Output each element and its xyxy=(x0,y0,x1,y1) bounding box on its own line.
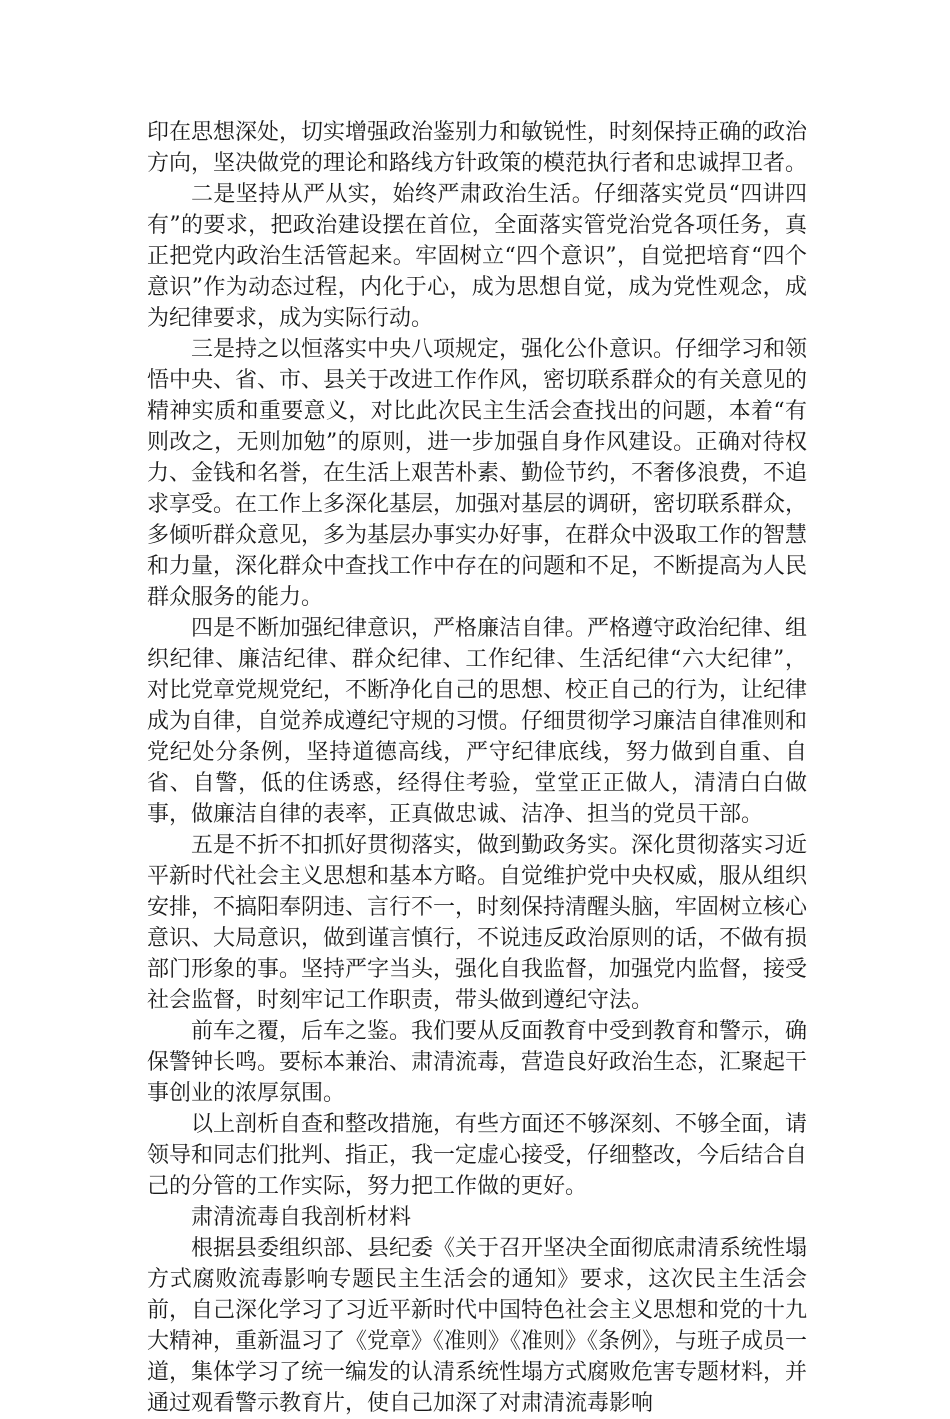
paragraph-point-three: 三是持之以恒落实中央八项规定，强化公仆意识。仔细学习和领悟中央、省、市、县关于改进工作作风，密切联系群众的有关意见的精神实质和重要意义，对比此次民主生活会查找出的问题，本着“有则改之，无则加勉”的原则，进一步加强自身作风建设。正确对待权力、金钱和名誉，在生活上艰苦朴素、勤俭节约，不奢侈浪费，不追求享受。在工作上多深化基层，加强对基层的调研，密切联系群众，多倾听群众意见，多为基层办事实办好事，在群众中汲取工作的智慧和力量，深化群众中查找工作中存在的问题和不足，不断提高为人民群众服务的能力。 xyxy=(147,337,808,610)
document-page xyxy=(147,117,807,1419)
paragraph-point-five: 五是不折不扣抓好贯彻落实，做到勤政务实。深化贯彻落实习近平新时代社会主义思想和基本方略。自觉维护党中央权威，服从组织安排，不搞阳奉阴违、言行不一，时刻保持清醒头脑，牢固树立核心意识、大局意识，做到谨言慎行，不说违反政治原则的话，不做有损部门形象的事。坚持严字当头，强化自我监督，加强党内监督，接受社会监督，时刻牢记工作职责，带头做到遵纪守法。 xyxy=(147,833,808,1013)
paragraph-lesson: 前车之覆，后车之鉴。我们要从反面教育中受到教育和警示，确保警钟长鸣。要标本兼治、肃清流毒，营造良好政治生态，汇聚起干事创业的浓厚氛围。 xyxy=(147,1019,808,1106)
paragraph-point-two: 二是坚持从严从实，始终严肃政治生活。仔细落实党员“四讲四有”的要求，把政治建设摆在首位，全面落实管党治党各项任务，真正把党内政治生活管起来。牢固树立“四个意识”，自觉把培育“四个意识”作为动态过程，内化于心，成为思想自觉，成为党性观念，成为纪律要求，成为实际行动。 xyxy=(147,182,807,331)
paragraph-continuation: 印在思想深处，切实增强政治鉴别力和敏锐性，时刻保持正确的政治方向，坚决做党的理论和路线方针政策的模范执行者和忠诚捍卫者。 xyxy=(147,120,808,176)
section-title: 肃清流毒自我剖析材料 xyxy=(191,1205,412,1230)
paragraph-section-intro: 根据县委组织部、县纪委《关于召开坚决全面彻底肃清系统性塌方式腐败流毒影响专题民主生活会的通知》要求，这次民主生活会前，自己深化学习了习近平新时代中国特色社会主义思想和党的十九大精神，重新温习了《党章》《准则》《准则》《条例》，与班子成员一道，集体学习了统一编发的认清系统性塌方式腐败危害专题材料，并通过观看警示教育片，使自己加深了对肃清流毒影响 xyxy=(147,1236,808,1416)
paragraph-point-four: 四是不断加强纪律意识，严格廉洁自律。严格遵守政治纪律、组织纪律、廉洁纪律、群众纪律、工作纪律、生活纪律“六大纪律”，对比党章党规党纪，不断净化自己的思想、校正自己的行为，让纪律成为自律，自觉养成遵纪守规的习惯。仔细贯彻学习廉洁自律准则和党纪处分条例，坚持道德高线，严守纪律底线，努力做到自重、自省、自警，低的住诱惑，经得住考验，堂堂正正做人，清清白白做事，做廉洁自律的表率，正真做忠诚、洁净、担当的党员干部。 xyxy=(147,616,808,827)
paragraph-conclusion: 以上剖析自查和整改措施，有些方面还不够深刻、不够全面，请领导和同志们批判、指正，我一定虚心接受，仔细整改，今后结合自己的分管的工作实际，努力把工作做的更好。 xyxy=(147,1112,808,1199)
